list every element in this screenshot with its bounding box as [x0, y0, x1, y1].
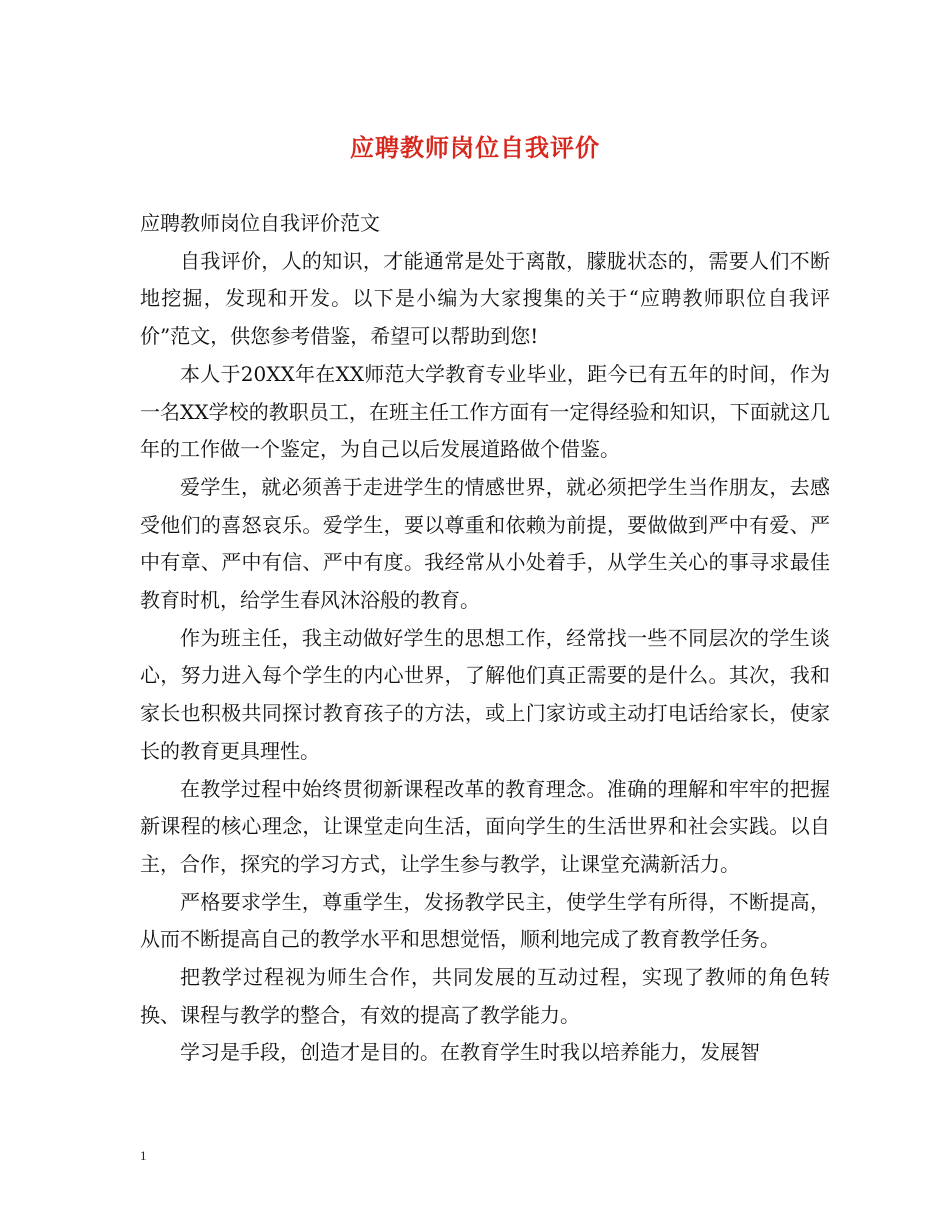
- paragraph-cooperation: 把教学过程视为师生合作，共同发展的互动过程，实现了教师的角色转换、课程与教学的整合，有效的提高了教学能力。: [140, 965, 830, 1027]
- paragraph-background: 本人于20XX年在XX师范大学教育专业毕业，距今已有五年的时间，作为一名XX学校的教职员工，在班主任工作方面有一定得经验和知识，下面就这几年的工作做一个鉴定，为自己以后发展道路做个借鉴。: [140, 361, 830, 462]
- document-title: 应聘教师岗位自我评价: [350, 133, 600, 162]
- document-body: [140, 205, 830, 1072]
- paragraph-learning: 学习是手段，创造才是目的。在教育学生时我以培养能力，发展智: [180, 1040, 760, 1065]
- document-subtitle: 应聘教师岗位自我评价范文: [140, 211, 380, 235]
- page-number: 1: [140, 1148, 147, 1163]
- paragraph-curriculum: 在教学过程中始终贯彻新课程改革的教育理念。准确的理解和牢牢的把握新课程的核心理念，让课堂走向生活，面向学生的生活世界和社会实践。以自主，合作，探究的学习方式，让学生参与教学，让课堂充满新活力。: [140, 776, 830, 876]
- paragraph-head-teacher: 作为班主任，我主动做好学生的思想工作，经常找一些不同层次的学生谈心，努力进入每个学生的内心世界，了解他们真正需要的是什么。其次，我和家长也积极共同探讨教育孩子的方法，或上门家访或主动打电话给家长，使家长的教育更具理性。: [140, 625, 830, 763]
- paragraph-strict-requirements: 严格要求学生，尊重学生，发扬教学民主，使学生学有所得，不断提高，从而不断提高自己的教学水平和思想觉悟，顺利地完成了教育教学任务。: [140, 889, 830, 952]
- paragraph-intro: 自我评价，人的知识，才能通常是处于离散，朦胧状态的，需要人们不断地挖掘，发现和开发。以下是小编为大家搜集的关于“应聘教师职位自我评价”范文，供您参考借鉴，希望可以帮助到您!: [140, 248, 830, 349]
- paragraph-love-students: 爱学生，就必须善于走进学生的情感世界，就必须把学生当作朋友，去感受他们的喜怒哀乐。爱学生，要以尊重和依赖为前提，要做做到严中有爱、严中有章、严中有信、严中有度。我经常从小处着手，从学生关心的事寻求最佳教育时机，给学生春风沐浴般的教育。: [140, 474, 830, 613]
